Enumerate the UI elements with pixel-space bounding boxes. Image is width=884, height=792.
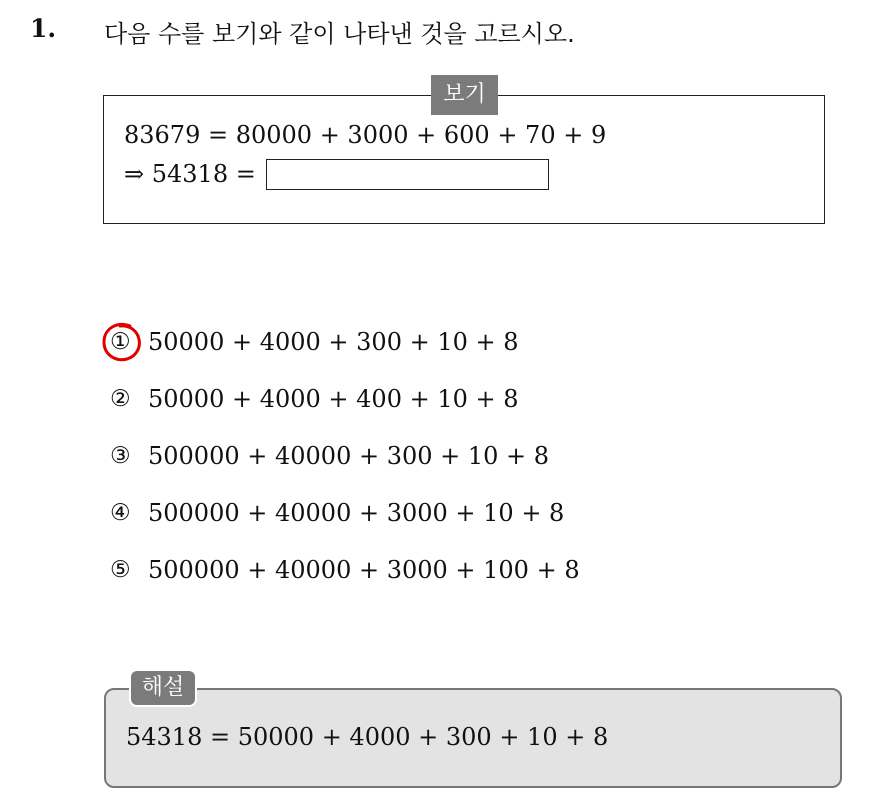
choice-5[interactable] [110,552,580,588]
choice-4-expression: 500000 + 40000 + 3000 + 10 + 8 [148,499,565,527]
choice-4[interactable] [110,495,564,531]
example-tag: 보기 [431,75,498,115]
choice-2[interactable] [110,381,519,417]
choice-3-expression: 500000 + 40000 + 300 + 10 + 8 [148,442,550,470]
choice-5-expression: 500000 + 40000 + 3000 + 100 + 8 [148,556,580,584]
choice-3[interactable] [110,438,549,474]
choice-1-expression: 50000 + 4000 + 300 + 10 + 8 [148,328,519,356]
choice-1-mark: ① [110,329,131,355]
choice-3-mark: ③ [110,443,131,469]
choice-1[interactable] [110,324,519,360]
example-line-2: ⇒ 54318 = [124,160,256,188]
solution-text: 54318 = 50000 + 4000 + 300 + 10 + 8 [126,723,609,751]
question-number: 1. [30,14,57,43]
example-line-1: 83679 = 80000 + 3000 + 600 + 70 + 9 [124,121,607,149]
choice-2-expression: 50000 + 4000 + 400 + 10 + 8 [148,385,519,413]
answer-blank-box [266,159,549,190]
question-text: 다음 수를 보기와 같이 나타낸 것을 고르시오. [104,20,575,48]
solution-tag: 해설 [129,669,197,707]
choice-4-mark: ④ [110,500,131,526]
choice-5-mark: ⑤ [110,557,131,583]
choice-2-mark: ② [110,386,131,412]
